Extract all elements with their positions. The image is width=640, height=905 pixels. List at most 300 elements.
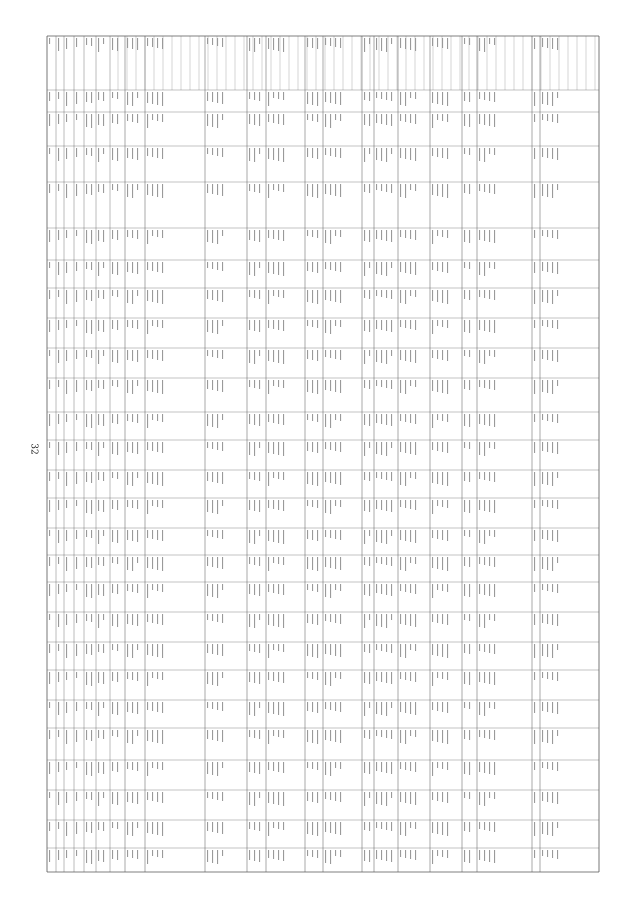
cell-text-mark <box>312 644 313 657</box>
cell-text-mark <box>312 500 313 507</box>
cell-text-mark <box>489 614 490 620</box>
cell-text-mark <box>464 792 465 798</box>
cell-text-mark <box>212 148 213 155</box>
cell-text-mark <box>58 762 59 772</box>
cell-text-mark <box>58 114 59 124</box>
cell-text-mark <box>381 414 382 424</box>
cell-text-mark <box>157 230 158 237</box>
cell-text-mark <box>335 584 336 590</box>
cell-text-mark <box>391 500 392 512</box>
cell-text-mark <box>369 584 370 596</box>
cell-text-mark <box>494 290 495 300</box>
cell-text-mark <box>447 822 448 836</box>
cell-text-mark <box>254 584 255 595</box>
cell-text-mark <box>103 672 104 684</box>
cell-text-mark <box>273 414 274 423</box>
cell-text-mark <box>405 500 406 508</box>
cell-text-mark <box>381 822 382 829</box>
cell-text-mark <box>137 38 138 50</box>
cell-text-mark <box>494 614 495 621</box>
cell-text-mark <box>386 320 387 331</box>
cell-text-mark <box>364 350 365 364</box>
cell-text-mark <box>330 702 331 710</box>
cell-text-mark <box>400 730 401 743</box>
cell-text-mark <box>86 614 87 621</box>
cell-text-mark <box>217 414 218 428</box>
cell-text-mark <box>484 644 485 652</box>
cell-text-mark <box>547 792 548 802</box>
cell-text-mark <box>222 792 223 801</box>
cell-text-mark <box>376 114 377 123</box>
cell-text-mark <box>132 350 133 361</box>
cell-text-mark <box>386 262 387 276</box>
cell-text-mark <box>76 290 77 302</box>
cell-text-mark <box>312 672 313 679</box>
cell-text-mark <box>66 702 67 713</box>
cell-text-mark <box>364 822 365 830</box>
cell-text-mark <box>157 584 158 591</box>
cell-text-mark <box>66 262 67 273</box>
cell-text-mark <box>162 584 163 592</box>
cell-text-mark <box>278 644 279 651</box>
cell-text-mark <box>127 414 128 421</box>
cell-text-mark <box>283 184 284 192</box>
cell-text-mark <box>376 414 377 423</box>
cell-text-mark <box>340 350 341 360</box>
cell-text-mark <box>249 442 250 455</box>
cell-text-mark <box>376 822 377 828</box>
cell-text-mark <box>557 584 558 593</box>
cell-text-mark <box>157 350 158 360</box>
cell-text-mark <box>207 557 208 566</box>
cell-text-mark <box>117 442 118 455</box>
cell-text-mark <box>432 230 433 244</box>
cell-text-mark <box>415 350 416 363</box>
cell-text-mark <box>464 184 465 193</box>
cell-text-mark <box>217 114 218 128</box>
cell-text-mark <box>76 557 77 569</box>
cell-text-mark <box>307 184 308 196</box>
cell-text-mark <box>278 290 279 297</box>
cell-text-mark <box>273 290 274 296</box>
cell-text-mark <box>307 380 308 392</box>
cell-text-mark <box>132 730 133 744</box>
cell-text-mark <box>542 414 543 420</box>
cell-text-mark <box>312 92 313 105</box>
cell-text-mark <box>152 38 153 47</box>
cell-text-mark <box>489 672 490 684</box>
cell-text-mark <box>162 230 163 238</box>
cell-text-mark <box>330 530 331 538</box>
cell-text-mark <box>86 114 87 127</box>
cell-text-mark <box>147 730 148 741</box>
cell-text-mark <box>98 530 99 544</box>
cell-text-mark <box>405 92 406 106</box>
cell-text-mark <box>552 614 553 625</box>
cell-text-mark <box>400 350 401 360</box>
cell-text-mark <box>132 230 133 238</box>
cell-text-mark <box>432 762 433 776</box>
cell-text-mark <box>369 92 370 101</box>
cell-text-mark <box>147 614 148 622</box>
cell-text-mark <box>340 614 341 624</box>
cell-text-mark <box>415 38 416 51</box>
cell-text-mark <box>335 850 336 856</box>
cell-text-mark <box>391 148 392 154</box>
cell-text-mark <box>212 184 213 194</box>
cell-text-mark <box>432 320 433 334</box>
cell-text-mark <box>391 442 392 448</box>
cell-text-mark <box>127 380 128 393</box>
cell-text-mark <box>91 614 92 622</box>
cell-text-mark <box>117 320 118 330</box>
cell-text-mark <box>437 38 438 47</box>
cell-text-mark <box>86 92 87 102</box>
cell-text-mark <box>432 290 433 301</box>
cell-text-mark <box>127 500 128 507</box>
cell-text-mark <box>132 614 133 625</box>
cell-text-mark <box>376 792 377 804</box>
cell-text-mark <box>534 472 535 486</box>
cell-text-mark <box>66 530 67 541</box>
cell-text-mark <box>464 644 465 653</box>
cell-text-mark <box>207 414 208 426</box>
cell-text-mark <box>325 184 326 194</box>
cell-text-mark <box>312 184 313 197</box>
cell-text-mark <box>494 380 495 390</box>
cell-text-mark <box>212 584 213 597</box>
cell-text-mark <box>162 114 163 122</box>
cell-text-mark <box>557 38 558 50</box>
cell-text-mark <box>340 230 341 237</box>
cell-text-mark <box>469 38 470 45</box>
cell-text-mark <box>268 672 269 680</box>
cell-text-mark <box>464 92 465 101</box>
cell-text-mark <box>484 442 485 456</box>
cell-text-mark <box>542 557 543 569</box>
cell-text-mark <box>222 442 223 451</box>
cell-text-mark <box>364 320 365 331</box>
cell-text-mark <box>469 850 470 863</box>
cell-text-mark <box>117 184 118 191</box>
cell-text-mark <box>484 184 485 192</box>
cell-text-mark <box>557 644 558 650</box>
cell-text-mark <box>469 290 470 300</box>
cell-text-mark <box>464 530 465 536</box>
cell-text-mark <box>112 730 113 736</box>
cell-text-mark <box>547 730 548 743</box>
cell-text-mark <box>415 230 416 240</box>
cell-text-mark <box>547 500 548 507</box>
cell-text-mark <box>222 414 223 420</box>
cell-text-mark <box>212 290 213 300</box>
cell-text-mark <box>325 614 326 621</box>
cell-text-mark <box>49 730 50 739</box>
cell-text-mark <box>137 850 138 859</box>
cell-text-mark <box>157 442 158 452</box>
cell-text-mark <box>157 822 158 835</box>
cell-text-mark <box>103 850 104 862</box>
cell-text-mark <box>469 380 470 390</box>
cell-text-mark <box>283 414 284 425</box>
cell-text-mark <box>464 350 465 356</box>
cell-text-mark <box>259 230 260 242</box>
cell-text-mark <box>330 792 331 800</box>
cell-text-mark <box>547 557 548 570</box>
cell-text-mark <box>132 320 133 328</box>
cell-text-mark <box>364 850 365 861</box>
cell-text-mark <box>469 584 470 597</box>
cell-text-mark <box>254 672 255 683</box>
cell-text-mark <box>212 762 213 775</box>
cell-text-mark <box>447 702 448 713</box>
cell-text-mark <box>469 530 470 537</box>
cell-text-mark <box>415 850 416 860</box>
cell-text-mark <box>127 850 128 857</box>
cell-text-mark <box>469 702 470 709</box>
cell-text-mark <box>58 262 59 275</box>
cell-text-mark <box>222 380 223 392</box>
cell-text-mark <box>364 672 365 683</box>
cell-text-mark <box>534 644 535 658</box>
cell-text-mark <box>489 822 490 831</box>
cell-text-mark <box>400 672 401 679</box>
cell-text-mark <box>534 584 535 592</box>
cell-text-mark <box>415 320 416 330</box>
cell-text-mark <box>49 414 50 426</box>
cell-text-mark <box>132 822 133 836</box>
cell-text-mark <box>76 320 77 326</box>
cell-text-mark <box>249 380 250 387</box>
cell-text-mark <box>137 672 138 681</box>
cell-text-mark <box>58 92 59 99</box>
cell-text-mark <box>112 442 113 454</box>
cell-text-mark <box>249 614 250 627</box>
cell-text-mark <box>273 114 274 123</box>
cell-text-mark <box>494 442 495 449</box>
cell-text-mark <box>259 290 260 299</box>
cell-text-mark <box>127 530 128 540</box>
cell-text-mark <box>273 530 274 542</box>
cell-text-mark <box>147 230 148 244</box>
cell-text-mark <box>278 442 279 455</box>
cell-text-mark <box>325 414 326 427</box>
cell-text-mark <box>437 442 438 451</box>
cell-text-mark <box>437 672 438 678</box>
cell-text-mark <box>66 230 67 238</box>
cell-text-mark <box>127 38 128 48</box>
cell-text-mark <box>335 262 336 271</box>
cell-text-mark <box>283 644 284 652</box>
cell-text-mark <box>152 530 153 539</box>
cell-text-mark <box>534 262 535 273</box>
cell-text-mark <box>447 92 448 106</box>
cell-text-mark <box>340 414 341 421</box>
cell-text-mark <box>268 114 269 122</box>
cell-text-mark <box>278 730 279 737</box>
cell-text-mark <box>212 38 213 45</box>
cell-text-mark <box>278 792 279 805</box>
cell-text-mark <box>112 644 113 650</box>
cell-text-mark <box>400 792 401 802</box>
cell-text-mark <box>469 414 470 427</box>
cell-text-mark <box>152 442 153 451</box>
cell-text-mark <box>217 614 218 622</box>
cell-text-mark <box>447 792 448 803</box>
cell-text-mark <box>547 38 548 48</box>
cell-text-mark <box>410 584 411 593</box>
cell-text-mark <box>376 644 377 650</box>
cell-text-mark <box>405 850 406 858</box>
cell-text-mark <box>49 614 50 620</box>
cell-text-mark <box>464 414 465 426</box>
cell-text-mark <box>391 850 392 862</box>
cell-text-mark <box>479 792 480 805</box>
cell-text-mark <box>400 184 401 197</box>
cell-text-mark <box>254 762 255 773</box>
cell-text-mark <box>447 414 448 422</box>
cell-text-mark <box>117 557 118 564</box>
cell-text-mark <box>364 380 365 388</box>
cell-text-mark <box>76 92 77 104</box>
cell-text-mark <box>534 290 535 304</box>
cell-text-mark <box>58 614 59 627</box>
cell-text-mark <box>489 730 490 739</box>
cell-text-mark <box>259 850 260 862</box>
cell-text-mark <box>147 557 148 568</box>
cell-text-mark <box>447 290 448 304</box>
cell-text-mark <box>268 557 269 571</box>
cell-text-mark <box>66 290 67 304</box>
cell-text-mark <box>340 92 341 105</box>
cell-text-mark <box>137 472 138 478</box>
cell-text-mark <box>400 148 401 158</box>
cell-text-mark <box>437 114 438 120</box>
cell-text-mark <box>317 822 318 836</box>
cell-text-mark <box>91 762 92 776</box>
cell-text-mark <box>552 850 553 858</box>
cell-text-mark <box>222 320 223 326</box>
cell-text-mark <box>381 290 382 297</box>
cell-text-mark <box>217 850 218 864</box>
cell-text-mark <box>386 644 387 652</box>
cell-text-mark <box>410 414 411 423</box>
cell-text-mark <box>335 148 336 157</box>
cell-text-mark <box>76 262 77 271</box>
cell-text-mark <box>330 730 331 741</box>
cell-text-mark <box>381 702 382 715</box>
cell-text-mark <box>381 380 382 387</box>
cell-text-mark <box>212 472 213 482</box>
cell-text-mark <box>415 500 416 510</box>
cell-text-mark <box>268 644 269 658</box>
cell-text-mark <box>152 148 153 157</box>
cell-text-mark <box>400 762 401 769</box>
cell-text-mark <box>91 557 92 568</box>
cell-text-mark <box>542 672 543 678</box>
cell-text-mark <box>217 500 218 514</box>
cell-text-mark <box>410 262 411 274</box>
cell-text-mark <box>400 644 401 657</box>
cell-text-mark <box>112 850 113 859</box>
cell-text-mark <box>273 262 274 274</box>
cell-text-mark <box>381 442 382 455</box>
cell-text-mark <box>405 184 406 198</box>
cell-text-mark <box>278 584 279 594</box>
cell-text-mark <box>127 792 128 802</box>
cell-text-mark <box>147 472 148 483</box>
cell-text-mark <box>249 730 250 737</box>
cell-text-mark <box>386 230 387 241</box>
cell-text-mark <box>98 584 99 595</box>
cell-text-mark <box>157 472 158 485</box>
cell-text-mark <box>479 822 480 829</box>
cell-text-mark <box>386 850 387 861</box>
cell-text-mark <box>405 290 406 304</box>
cell-text-mark <box>400 472 401 485</box>
cell-text-mark <box>259 792 260 798</box>
cell-text-mark <box>212 644 213 654</box>
cell-text-mark <box>484 500 485 511</box>
cell-text-mark <box>317 442 318 453</box>
cell-text-mark <box>325 92 326 102</box>
cell-text-mark <box>152 762 153 768</box>
cell-text-mark <box>127 184 128 197</box>
cell-text-mark <box>162 530 163 541</box>
cell-text-mark <box>405 350 406 361</box>
cell-text-mark <box>207 38 208 44</box>
cell-text-mark <box>103 822 104 831</box>
cell-text-mark <box>152 614 153 623</box>
cell-text-mark <box>273 500 274 509</box>
cell-text-mark <box>547 148 548 158</box>
cell-text-mark <box>405 380 406 394</box>
cell-text-mark <box>325 472 326 482</box>
cell-text-mark <box>157 92 158 105</box>
cell-text-mark <box>157 850 158 857</box>
cell-text-mark <box>283 530 284 544</box>
cell-text-mark <box>376 557 377 563</box>
cell-text-mark <box>217 730 218 741</box>
cell-text-mark <box>376 584 377 593</box>
cell-text-mark <box>66 557 67 571</box>
cell-text-mark <box>312 380 313 393</box>
cell-text-mark <box>325 262 326 269</box>
cell-text-mark <box>98 230 99 241</box>
cell-text-mark <box>249 702 250 715</box>
cell-text-mark <box>391 92 392 101</box>
cell-text-mark <box>152 822 153 834</box>
cell-text-mark <box>405 762 406 770</box>
cell-text-mark <box>534 530 535 541</box>
cell-text-mark <box>278 557 279 564</box>
cell-text-mark <box>552 38 553 49</box>
cell-text-mark <box>132 762 133 770</box>
cell-text-mark <box>103 230 104 242</box>
cell-text-mark <box>494 530 495 537</box>
cell-text-mark <box>335 92 336 104</box>
cell-text-mark <box>364 644 365 652</box>
cell-text-mark <box>217 672 218 686</box>
cell-text-mark <box>386 472 387 480</box>
cell-text-mark <box>369 414 370 426</box>
cell-text-mark <box>464 262 465 268</box>
cell-text-mark <box>112 584 113 593</box>
cell-text-mark <box>254 114 255 125</box>
cell-text-mark <box>152 792 153 801</box>
cell-text-mark <box>162 320 163 328</box>
cell-text-mark <box>98 38 99 52</box>
